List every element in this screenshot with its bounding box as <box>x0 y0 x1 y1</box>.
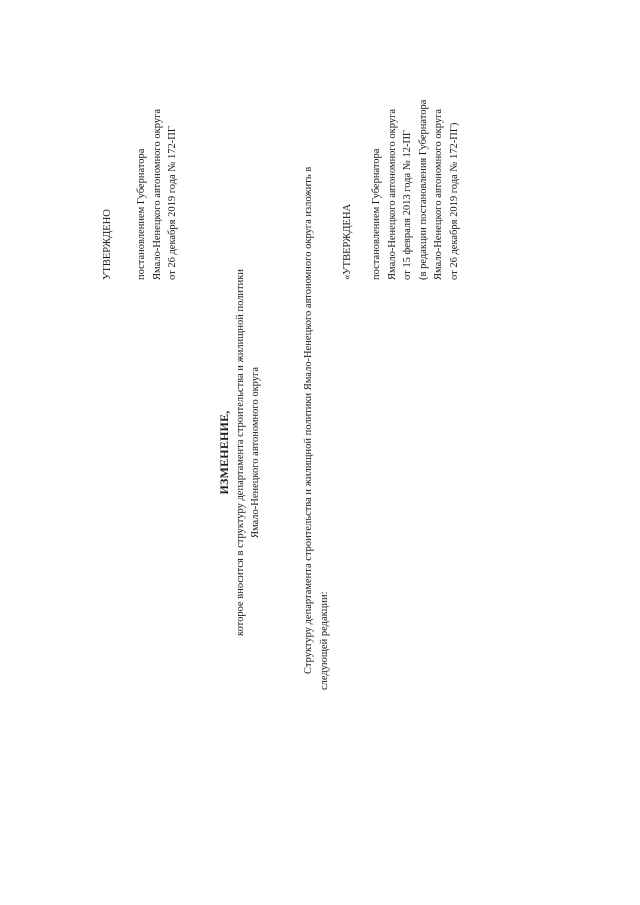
title-heading: ИЗМЕНЕНИЕ, <box>217 410 231 495</box>
approval-line: (в редакции постановления Губернатора <box>417 99 429 280</box>
approval-line: Ямало-Ненецкого автономного округа <box>386 108 398 280</box>
approval-stamp-heading: УТВЕРЖДЕНО <box>102 209 113 280</box>
structure-approval-heading: «УТВЕРЖДЕНА <box>342 203 353 280</box>
intro-line: Структуру департамента строительства и жилищной политики Ямало-Ненецкого автономного округа изложить в <box>303 166 314 674</box>
approval-line: постановлением Губернатора <box>371 148 382 280</box>
title-subline: которое вносится в структуру департамента строительства и жилищной политики <box>234 269 246 636</box>
intro-line: следующей редакции: <box>318 591 330 690</box>
document-title <box>217 0 264 905</box>
approval-line: от 26 декабря 2019 года № 172-ПГ) <box>448 122 460 280</box>
title-subline: Ямало-Ненецкого автономного округа <box>250 366 261 539</box>
approval-line: постановлением Губернатора <box>136 148 147 280</box>
approval-line: от 26 декабря 2019 года № 172-ПГ <box>167 126 178 280</box>
approval-line: от 15 февраля 2013 года № 12-ПГ <box>402 129 413 280</box>
approval-line: Ямало-Ненецкого автономного округа <box>433 108 444 280</box>
structure-approval-details <box>369 100 462 280</box>
approval-line: Ямало-Ненецкого автономного округа <box>151 108 163 280</box>
intro-paragraph <box>301 90 332 690</box>
approval-stamp-details <box>134 109 181 280</box>
